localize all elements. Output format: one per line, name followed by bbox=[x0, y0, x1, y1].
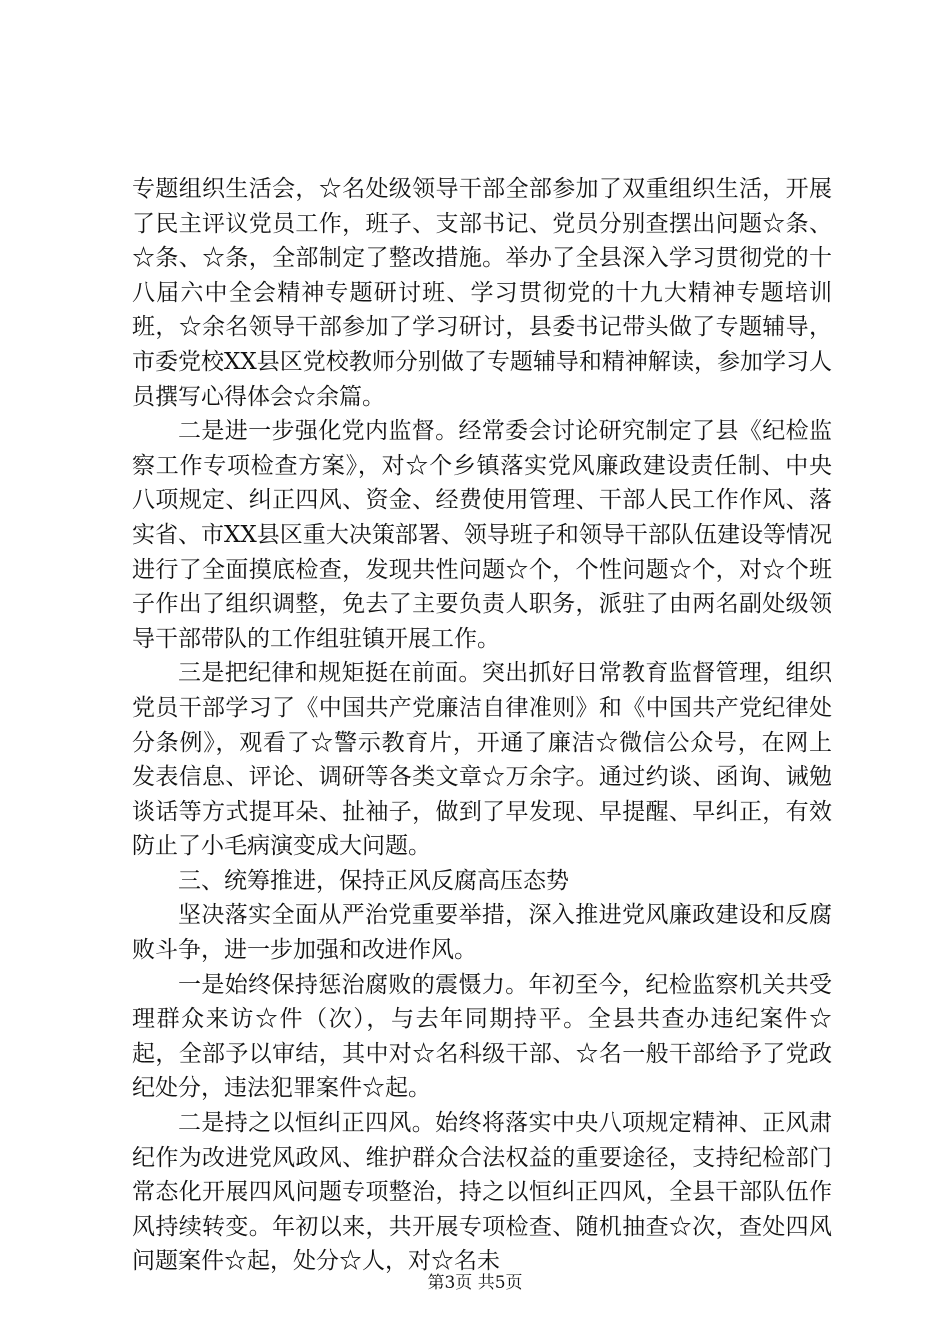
document-body bbox=[132, 172, 832, 1279]
paragraph-6: 二是持之以恒纠正四风。始终将落实中央八项规定精神、正风肃纪作为改进党风政风、维护群众合法权益的重要途径，支持纪检部门常态化开展四风问题专项整治，持之以恒纠正四风，全县干部队伍作风持续转变。年初以来，共开展专项检查、随机抽查☆次，查处四风问题案件☆起，处分☆人，对☆名未 bbox=[132, 1110, 832, 1275]
paragraph-4: 坚决落实全面从严治党重要举措，深入推进党风廉政建设和反腐败斗争，进一步加强和改进作风。 bbox=[132, 902, 832, 964]
page-footer: 第3页 共5页 bbox=[427, 1273, 523, 1293]
section-heading: 三、统筹推进，保持正风反腐高压态势 bbox=[178, 867, 569, 894]
paragraph-1: 专题组织生活会，☆名处级领导干部全部参加了双重组织生活，开展了民主评议党员工作，班子、支部书记、党员分别查摆出问题☆条、☆条、☆条，全部制定了整改措施。举办了全县深入学习贯彻党的十八届六中全会精神专题研讨班、学习贯彻党的十九大精神专题培训班，☆余名领导干部参加了学习研讨，县委书记带头做了专题辅导，市委党校XX县区党校教师分别做了专题辅导和精神解读，参加学习人员撰写心得体会☆余篇。 bbox=[132, 176, 832, 410]
paragraph-3: 三是把纪律和规矩挺在前面。突出抓好日常教育监督管理，组织党员干部学习了《中国共产党廉洁自律准则》和《中国共产党纪律处分条例》，观看了☆警示教育片，开通了廉洁☆微信公众号，在网上发表信息、评论、调研等各类文章☆万余字。通过约谈、函询、诫勉谈话等方式提耳朵、扯袖子，做到了早发现、早提醒、早纠正，有效防止了小毛病演变成大问题。 bbox=[132, 660, 832, 860]
paragraph-2: 二是进一步强化党内监督。经常委会讨论研究制定了县《纪检监察工作专项检查方案》，对☆个乡镇落实党风廉政建设责任制、中央八项规定、纠正四风、资金、经费使用管理、干部人民工作作风、落实省、市XX县区重大决策部署、领导班子和领导干部队伍建设等情况进行了全面摸底检查，发现共性问题☆个，个性问题☆个，对☆个班子作出了组织调整，免去了主要负责人职务，派驻了由两名副处级领导干部带队的工作组驻镇开展工作。 bbox=[132, 418, 832, 652]
paragraph-5: 一是始终保持惩治腐败的震慑力。年初至今，纪检监察机关共受理群众来访☆件（次），与去年同期持平。全县共查办违纪案件☆起，全部予以审结，其中对☆名科级干部、☆名一般干部给予了党政纪处分，违法犯罪案件☆起。 bbox=[132, 971, 832, 1102]
